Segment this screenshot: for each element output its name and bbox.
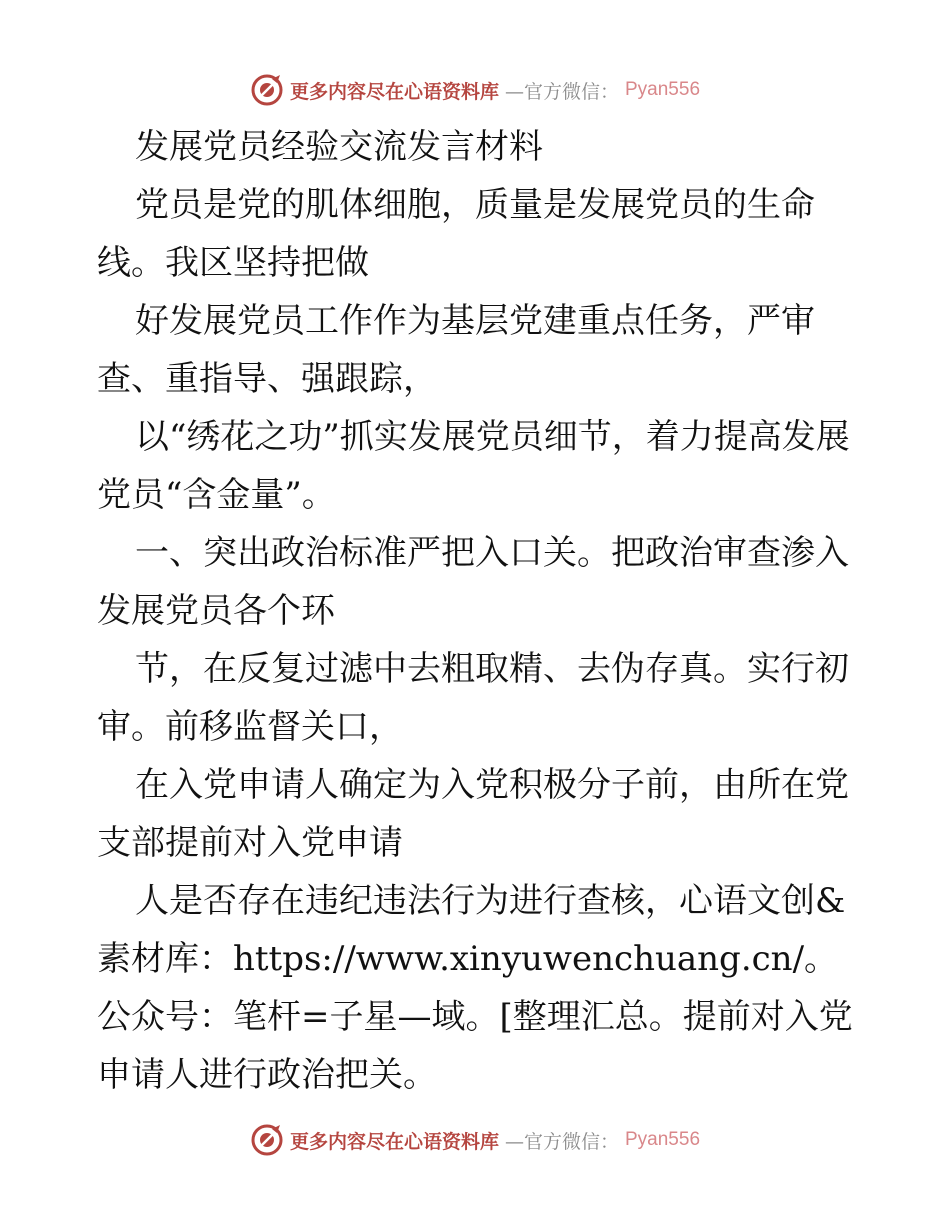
paragraph: 好发展党员工作作为基层党建重点任务，严审查、重指导、强跟踪， <box>97 301 815 399</box>
banner-dash-label: —官方微信： <box>504 1130 619 1153</box>
paragraph: 在入党申请人确定为入党积极分子前，由所在党支部提前对入党申请 <box>97 765 849 863</box>
logo-icon <box>250 1123 284 1157</box>
header-banner <box>0 70 950 110</box>
banner-wechat-id: Pyan556 <box>625 79 701 100</box>
paragraph: 党员是党的肌体细胞，质量是发展党员的生命线。我区坚持把做 <box>97 185 815 283</box>
paragraph: 一、突出政治标准严把入口关。把政治审查渗入发展党员各个环 <box>97 533 849 631</box>
banner-title: 更多内容尽在心语资料库 <box>289 1130 499 1153</box>
footer-banner <box>0 1120 950 1160</box>
paragraph: 人是否存在违纪违法行为进行查核，心语文创&素材库：https://www.xinyuwenchuang.cn/。公众号：笔杆=子星—域。[整理汇总。提前对入党申请人进行政治把关。 <box>97 881 853 1095</box>
paragraph: 节，在反复过滤中去粗取精、去伪存真。实行初审。前移监督关口， <box>97 649 849 747</box>
document-title: 发展党员经验交流发言材料 <box>135 127 543 167</box>
banner-dash-label: —官方微信： <box>504 80 619 103</box>
banner-wechat-id: Pyan556 <box>625 1129 701 1150</box>
logo-icon <box>250 73 284 107</box>
document-body <box>97 118 857 1104</box>
paragraph: 以“绣花之功”抓实发展党员细节，着力提高发展党员“含金量”。 <box>97 417 850 515</box>
banner-title: 更多内容尽在心语资料库 <box>289 80 499 103</box>
